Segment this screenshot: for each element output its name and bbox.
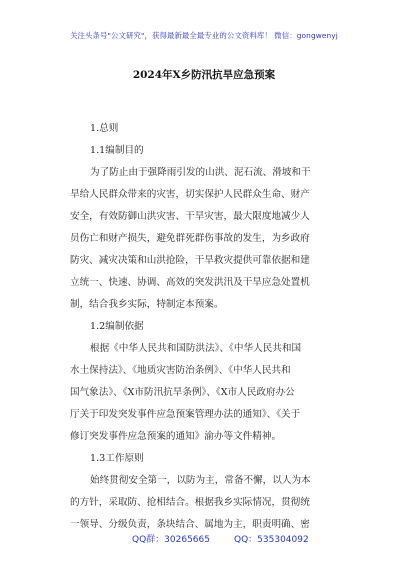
heading-general: 1.总则 bbox=[90, 123, 119, 134]
paragraph-line: 制，结合我乡实际，特制定本预案。 bbox=[70, 299, 224, 310]
paragraph-line: 根据《中华人民共和国防洪法》、《中华人民共和国 bbox=[90, 343, 302, 354]
footer-qq: QQ：535304092 bbox=[234, 535, 309, 545]
paragraph-line: 始终贯彻安全第一，以防为主，常备不懈，以人为本 bbox=[90, 475, 311, 486]
header-note: 关注头条号"公文研究"，获得最新最全最专业的公文资料库！ 微信：gongwenyj bbox=[70, 31, 338, 40]
heading-basis: 1.2编制依据 bbox=[90, 321, 144, 332]
paragraph-line: 厅关于印发突发事件应急预案管理办法的通知》、《关于 bbox=[70, 409, 301, 420]
paragraph-line: 的方针，采取防、抢相结合。根据我乡实际情况，贯彻统 bbox=[70, 497, 310, 508]
document-title: 2024年X乡防汛抗旱应急预案 bbox=[132, 69, 276, 81]
heading-principles: 1.3工作原则 bbox=[90, 453, 144, 464]
paragraph-line: 防灾、减灾决策和山洪抢险，干旱救灾提供可靠依据和建 bbox=[70, 255, 310, 266]
paragraph-line: 国气象法》、《X市防汛抗旱条例》、《X市人民政府办公 bbox=[70, 387, 295, 398]
paragraph-line: 安全，有效防御山洪灾害、干旱灾害，最大限度地减少人 bbox=[70, 211, 310, 222]
paragraph-line: 修订突发事件应急预案的通知》渝办等文件精神。 bbox=[70, 431, 282, 442]
paragraph-line: 旱给人民群众带来的灾害，切实保护人民群众生命、财产 bbox=[70, 189, 310, 200]
footer-qq-group: QQ群：30265665 bbox=[132, 535, 210, 545]
heading-purpose: 1.1编制目的 bbox=[90, 145, 144, 156]
paragraph-line: 一领导、分级负责，条块结合、属地为主，职责明确、密 bbox=[70, 519, 310, 530]
paragraph-line: 水土保持法》、《地质灾害防治条例》、《中华人民共和 bbox=[70, 365, 291, 376]
paragraph-line: 立统一、快速、协调、高效的突发洪汛及干旱应急处置机 bbox=[70, 277, 310, 288]
paragraph-line: 为了防止由于强降雨引发的山洪、泥石流、滑坡和干 bbox=[90, 167, 311, 178]
paragraph-line: 员伤亡和财产损失，避免群死群伤事故的发生，为乡政府 bbox=[70, 233, 310, 244]
